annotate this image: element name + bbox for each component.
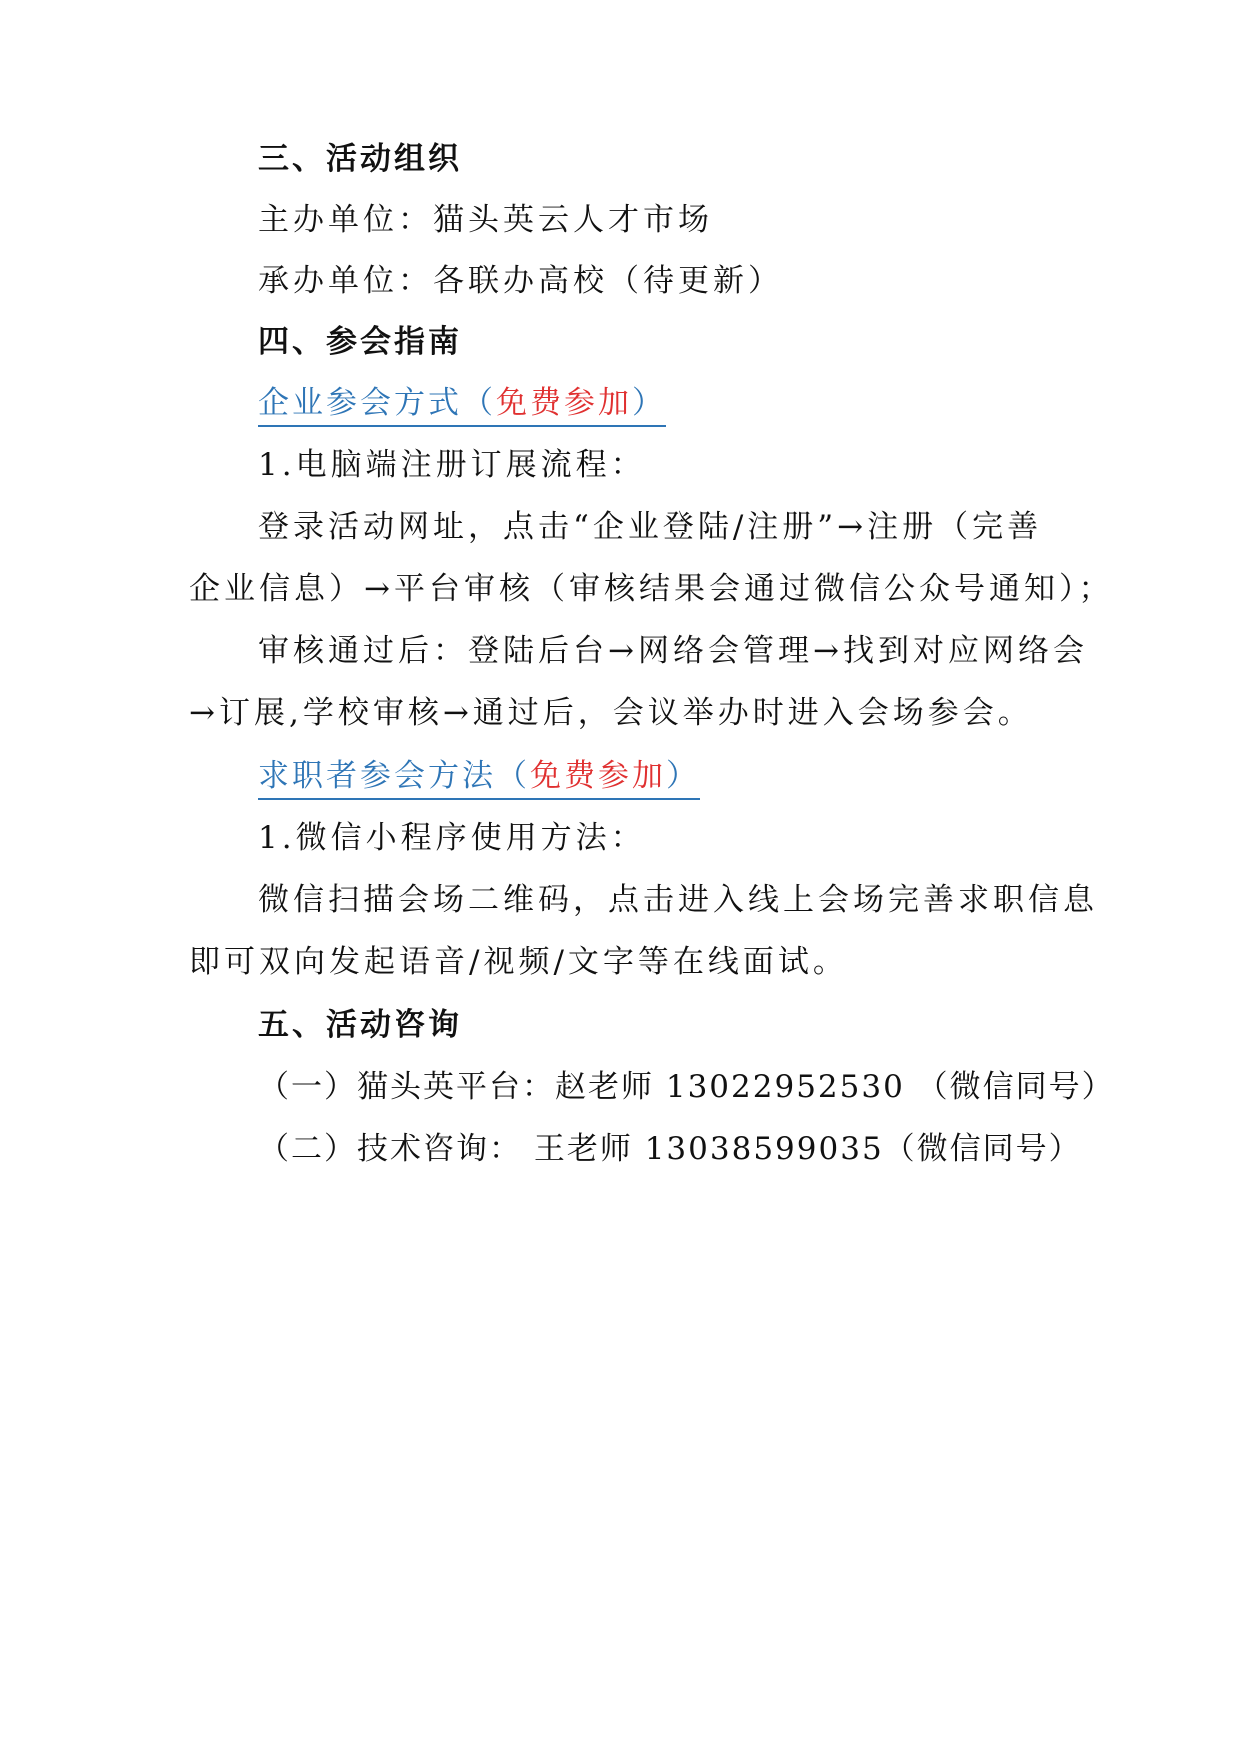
company-link-suffix: ） bbox=[632, 385, 666, 421]
section-4-heading: 四、参会指南 bbox=[258, 324, 462, 360]
jobseeker-link-free: 免费参加 bbox=[530, 758, 666, 794]
contact-tech-line: （二）技术咨询： 王老师 13038599035（微信同号） bbox=[258, 1131, 1082, 1167]
company-para2-line1: 审核通过后：登陆后台→网络会管理→找到对应网络会 bbox=[258, 633, 1088, 669]
company-link-free: 免费参加 bbox=[496, 385, 632, 421]
organizer-line: 主办单位：猫头英云人才市场 bbox=[258, 202, 713, 238]
jobseeker-participation-link[interactable] bbox=[258, 756, 700, 800]
company-step-title: 1.电脑端注册订展流程： bbox=[258, 447, 646, 483]
contact-platform-line: （一）猫头英平台：赵老师 13022952530 （微信同号） bbox=[258, 1069, 1115, 1105]
company-para1-line1: 登录活动网址，点击“企业登陆/注册”→注册（完善 bbox=[258, 509, 1043, 545]
section-5-heading: 五、活动咨询 bbox=[258, 1007, 462, 1043]
jobseeker-step-title: 1.微信小程序使用方法： bbox=[258, 820, 646, 856]
jobseeker-para-line1: 微信扫描会场二维码，点击进入线上会场完善求职信息 bbox=[258, 882, 1098, 918]
jobseeker-link-suffix: ） bbox=[666, 758, 700, 794]
jobseeker-link-prefix: 求职者参会方法（ bbox=[258, 758, 530, 794]
company-link-prefix: 企业参会方式（ bbox=[258, 385, 496, 421]
company-participation-link[interactable] bbox=[258, 383, 666, 427]
co-organizer-line: 承办单位：各联办高校（待更新） bbox=[258, 263, 783, 299]
jobseeker-para-line2: 即可双向发起语音/视频/文字等在线面试。 bbox=[189, 944, 848, 980]
company-para2-line2: →订展,学校审核→通过后，会议举办时进入会场参会。 bbox=[189, 695, 1033, 731]
company-para1-line2: 企业信息）→平台审核（审核结果会通过微信公众号通知）； bbox=[189, 571, 1114, 607]
section-3-heading: 三、活动组织 bbox=[258, 141, 462, 177]
